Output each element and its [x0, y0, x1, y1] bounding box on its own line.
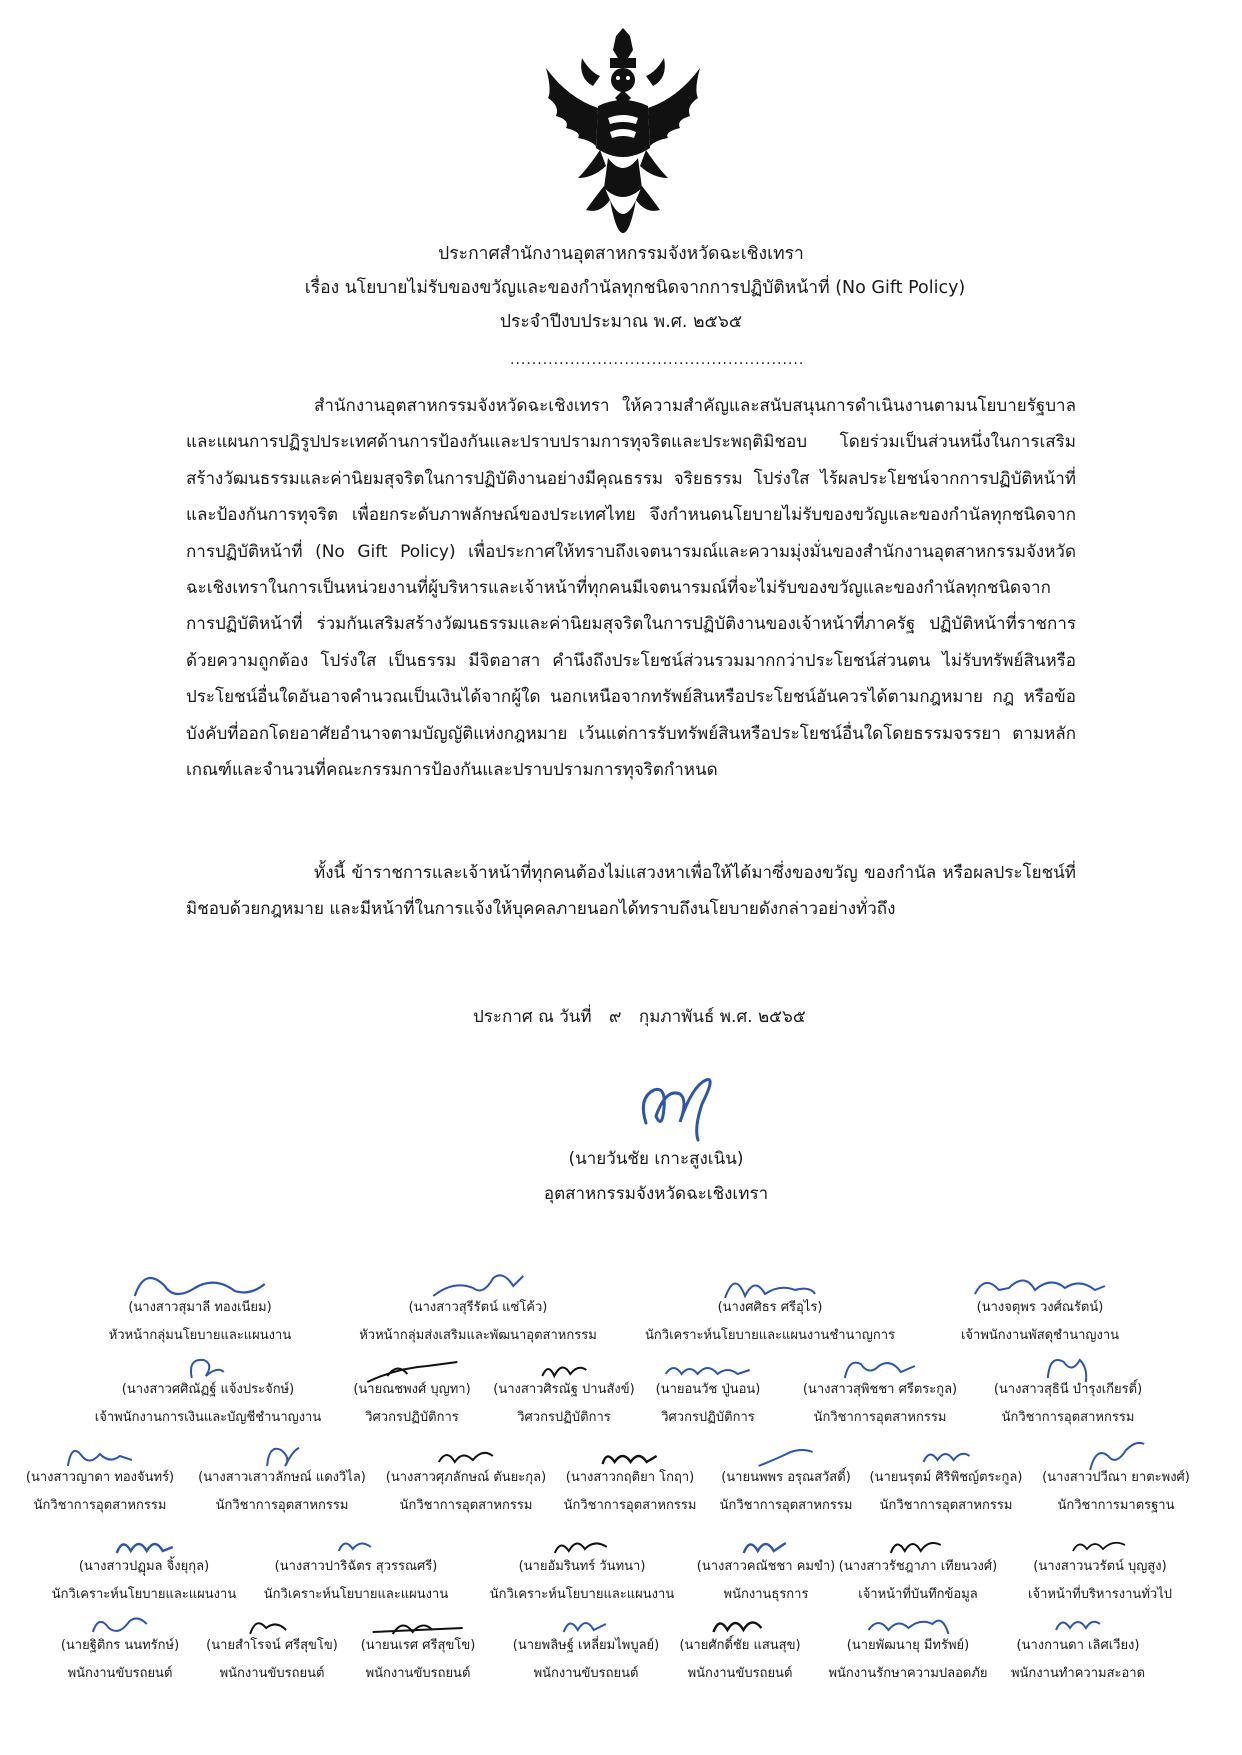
staff-name: (นางสาวศุภลักษณ์ ตันยะกุล): [385, 1470, 547, 1485]
handwritten-signature: [697, 1525, 836, 1561]
handwritten-signature: [52, 1525, 236, 1561]
staff-signature-block: [109, 1266, 291, 1346]
staff-signature-block: [198, 1436, 366, 1516]
staff-position: วิศวกรปฏิบัติการ: [661, 1410, 755, 1425]
handwritten-signature: [353, 1348, 470, 1384]
staff-name: (นางสาวนวรัตน์ บุญสูง): [1033, 1559, 1167, 1574]
staff-signature-block: [61, 1604, 179, 1684]
staff-signature-block: [361, 1604, 476, 1684]
signer-name: (นายวันชัย เกาะสูงเนิน): [568, 1149, 744, 1169]
staff-name: (นางจตุพร วงศ์ณรัตน์): [976, 1300, 1104, 1315]
body-paragraph-2: ทั้งนี้ ข้าราชการและเจ้าหน้าที่ทุกคนต้องไม่แสวงหาเพื่อให้ได้มาซึ่งของขวัญ ของกำนัล หรือผลประโยชน์ที่มิชอบด้วยกฎหมาย และมีหน้าที่ในการแจ้งให้บุคคลภายนอกได้ทราบถึงนโยบายดังกล่าวอย่างทั่วถึง: [186, 863, 1076, 920]
staff-signature-block: [490, 1525, 674, 1605]
staff-signature-block: [994, 1348, 1142, 1428]
handwritten-signature: [1042, 1436, 1190, 1472]
staff-signature-block: [264, 1525, 448, 1605]
staff-signature-block: [95, 1348, 321, 1428]
handwritten-signature: [513, 1604, 659, 1640]
staff-position: วิศวกรปฏิบัติการ: [365, 1410, 459, 1425]
staff-name: (นางสาวศศิณัฏฐ์ แจ้งประจักษ์): [121, 1382, 295, 1397]
staff-signature-block: [679, 1604, 800, 1684]
staff-position: เจ้าพนักงานพัสดุชำนาญงาน: [960, 1328, 1120, 1343]
staff-name: (นางสาวเสาวลักษณ์ แดงวิไล): [198, 1470, 366, 1485]
staff-name: (นางสาวศิรณัฐ ปานสังข์): [493, 1382, 635, 1397]
title-line-3: ประจำปีงบประมาณ พ.ศ. ๒๕๖๕: [499, 312, 743, 332]
handwritten-signature: [645, 1266, 895, 1302]
staff-position: พนักงานทำความสะอาด: [1010, 1666, 1146, 1681]
staff-position: เจ้าหน้าที่บันทึกข้อมูล: [858, 1587, 978, 1602]
staff-name: (นายนพพร อรุณสวัสดิ์): [721, 1470, 851, 1485]
handwritten-signature: [870, 1436, 1023, 1472]
staff-name: (นางสาวปาริฉัตร สุวรรณศรี): [274, 1559, 438, 1574]
staff-signature-block: [26, 1436, 174, 1516]
staff-position: พนักงานรักษาความปลอดภัย: [828, 1666, 988, 1681]
handwritten-signature: [828, 1604, 987, 1640]
staff-position: นักวิชาการอุตสาหกรรม: [215, 1498, 349, 1513]
staff-position: นักวิชาการอุตสาหกรรม: [563, 1498, 697, 1513]
staff-signature-block: [961, 1266, 1119, 1346]
staff-position: พนักงานขับรถยนต์: [219, 1666, 325, 1681]
staff-name: (นายพลิษฐ์ เหลี่ยมไพบูลย์): [512, 1638, 660, 1653]
staff-position: วิศวกรปฏิบัติการ: [517, 1410, 611, 1425]
handwritten-signature: [564, 1436, 697, 1472]
garuda-emblem: [538, 28, 708, 233]
staff-name: (นายพัฒนายุ มีทรัพย์): [846, 1638, 970, 1653]
staff-signature-block: [1042, 1436, 1190, 1516]
staff-position: นักวิชาการอุตสาหกรรม: [399, 1498, 533, 1513]
staff-signature-block: [656, 1348, 761, 1428]
staff-signature-block: [564, 1436, 697, 1516]
staff-name: (นางสาวปวีณา ยาตะพงศ์): [1042, 1470, 1190, 1485]
handwritten-signature: [961, 1266, 1119, 1302]
handwritten-signature: [61, 1604, 179, 1640]
handwritten-signature: [493, 1348, 634, 1384]
staff-position: นักวิชาการมาตรฐาน: [1057, 1498, 1175, 1513]
staff-signature-block: [359, 1266, 597, 1346]
staff-position: พนักงานธุรการ: [723, 1587, 809, 1602]
staff-name: (นายนเรศ ศรีสุขโข): [360, 1638, 476, 1653]
staff-position: นักวิเคราะห์นโยบายและแผนงาน: [489, 1587, 675, 1602]
title-line-1: ประกาศสำนักงานอุตสาหกรรมจังหวัดฉะเชิงเทรา: [438, 244, 804, 264]
staff-position: เจ้าหน้าที่บริหารงานทั่วไป: [1028, 1587, 1172, 1602]
staff-signature-block: [513, 1604, 659, 1684]
staff-position: นักวิชาการอุตสาหกรรม: [33, 1498, 167, 1513]
staff-name: (นางสาวกฤติยา โกฤา): [565, 1470, 695, 1485]
staff-position: พนักงานขับรถยนต์: [67, 1666, 173, 1681]
signature-main: [636, 1068, 726, 1143]
staff-name: (นางสาวสุพิชชา ศรีตระกูล): [802, 1382, 958, 1397]
handwritten-signature: [264, 1525, 448, 1561]
staff-position: นักวิชาการอุตสาหกรรม: [719, 1498, 853, 1513]
date-day: ๙: [609, 1007, 622, 1027]
staff-signature-block: [353, 1348, 470, 1428]
handwritten-signature: [839, 1525, 997, 1561]
staff-name: (นายสำโรจน์ ศรีสุขโข): [206, 1638, 338, 1653]
staff-position: นักวิเคราะห์นโยบายและแผนงาน: [263, 1587, 449, 1602]
handwritten-signature: [679, 1604, 800, 1640]
staff-position: พนักงานขับรถยนต์: [687, 1666, 793, 1681]
handwritten-signature: [490, 1525, 674, 1561]
staff-signature-block: [52, 1525, 236, 1605]
staff-signature-block: [697, 1525, 836, 1605]
handwritten-signature: [656, 1348, 761, 1384]
handwritten-signature: [1028, 1525, 1172, 1561]
staff-name: (นางสาวสุธินี บำรุงเกียรติ์): [993, 1382, 1143, 1397]
staff-signature-block: [1011, 1604, 1145, 1684]
handwritten-signature: [109, 1266, 291, 1302]
date-prefix: ประกาศ ณ วันที่: [473, 1007, 592, 1027]
staff-position: นักวิเคราะห์นโยบายและแผนงานชำนาญการ: [645, 1328, 895, 1343]
staff-position: นักวิชาการอุตสาหกรรม: [879, 1498, 1013, 1513]
staff-signature-block: [803, 1348, 957, 1428]
handwritten-signature: [361, 1604, 476, 1640]
handwritten-signature: [26, 1436, 174, 1472]
handwritten-signature: [720, 1436, 853, 1472]
staff-signature-block: [720, 1436, 853, 1516]
title-line-2: เรื่อง นโยบายไม่รับของขวัญและของกำนัลทุกชนิดจากการปฏิบัติหน้าที่ (No Gift Policy): [304, 278, 966, 298]
staff-signature-block: [386, 1436, 546, 1516]
staff-position: พนักงานขับรถยนต์: [533, 1666, 639, 1681]
staff-name: (นายนรุตม์ ศิริพิชญ์ตระกูล): [869, 1470, 1023, 1485]
staff-signature-block: [645, 1266, 895, 1346]
body-paragraph-1: สำนักงานอุตสาหกรรมจังหวัดฉะเชิงเทรา ให้ความสำคัญและสนับสนุนการดำเนินงานตามนโยบายรัฐบาล และแผนการปฏิรูปประเทศด้านการป้องกันและปราบปรามการทุจริตและประพฤติมิชอบ โดยร่วมเป็นส่วนหนึ่งในการเสริมสร้างวัฒนธรรมและค่านิยมสุจริตในการปฏิบัติงานอย่างมีคุณธรรม จริยธรรม โปร่งใส ไร้ผลประโยชน์จากการปฏิบัติหน้าที่ และป้องกันการทุจริต เพื่อยกระดับภาพลักษณ์ของประเทศไทย จึงกำหนดนโยบายไม่รับของขวัญและของกำนัลทุกชนิดจากการปฏิบัติหน้าที่ (No Gift Policy) เพื่อประกาศให้ทราบถึงเจตนารมณ์และความมุ่งมั่นของสำนักงานอุตสาหกรรมจังหวัดฉะเชิงเทราในการเป็นหน่วยงานที่ผู้บริหารและเจ้าหน้าที่ทุกคนมีเจตนารมณ์ที่จะไม่รับของขวัญและของกำนัลทุกชนิดจากการปฏิบัติหน้าที่ ร่วมกันเสริมสร้างวัฒนธรรมและค่านิยมสุจริตในการปฏิบัติงานของเจ้าหน้าที่ภาครัฐ ปฏิบัติหน้าที่ราชการด้วยความถูกต้อง โปร่งใส เป็นธรรม มีจิตอาสา คำนึงถึงประโยชน์ส่วนรวมมากกว่าประโยชน์ส่วนตน ไม่รับทรัพย์สินหรือประโยชน์อื่นใดอันอาจคำนวณเป็นเงินได้จากผู้ใด นอกเหนือจากทรัพย์สินหรือประโยชน์อันควรได้ตามกฎหมาย กฎ หรือข้อบังคับที่ออกโดยอาศัยอำนาจตามบัญญัติแห่งกฎหมาย เว้นแต่การรับทรัพย์สินหรือประโยชน์อื่นใดโดยธรรมจรรยา ตามหลักเกณฑ์และจำนวนที่คณะกรรมการป้องกันและปราบปรามการทุจริตกำหนด: [186, 396, 1076, 781]
staff-position: นักวิเคราะห์นโยบายและแผนงาน: [51, 1587, 237, 1602]
staff-name: (นางสาวปฏุมล จิ้งยุกุล): [78, 1559, 210, 1574]
staff-position: เจ้าพนักงานการเงินและบัญชีชำนาญงาน: [94, 1410, 322, 1425]
handwritten-signature: [206, 1604, 338, 1640]
staff-name: (นายฐิติกร นนทรักษ์): [60, 1638, 180, 1653]
handwritten-signature: [803, 1348, 957, 1384]
signer-position: อุตสาหกรรมจังหวัดฉะเชิงเทรา: [543, 1184, 769, 1204]
staff-signature-block: [870, 1436, 1023, 1516]
handwritten-signature: [1011, 1604, 1145, 1640]
staff-position: นักวิชาการอุตสาหกรรม: [813, 1410, 947, 1425]
separator-dots: ......................................................: [510, 352, 805, 368]
staff-position: หัวหน้ากลุ่มนโยบายและแผนงาน: [108, 1328, 292, 1343]
staff-name: (นายศักดิ์ชัย แสนสุข): [679, 1638, 801, 1653]
handwritten-signature: [95, 1348, 321, 1384]
staff-name: (นางสาวสุรีรัตน์ แซ่โค้ว): [408, 1300, 548, 1315]
staff-name: (นางสาวสุมาลี ทองเนียม): [128, 1300, 272, 1315]
staff-signature-block: [839, 1525, 997, 1605]
handwritten-signature: [198, 1436, 366, 1472]
handwritten-signature: [386, 1436, 546, 1472]
staff-signature-block: [206, 1604, 338, 1684]
staff-position: พนักงานขับรถยนต์: [365, 1666, 471, 1681]
staff-signature-block: [1028, 1525, 1172, 1605]
staff-name: (นางกานดา เลิศเวียง): [1016, 1638, 1140, 1653]
handwritten-signature: [994, 1348, 1142, 1384]
staff-name: (นายอนวัช ปู่นอน): [655, 1382, 761, 1397]
staff-name: (นายอัมรินทร์ วันทนา): [518, 1559, 646, 1574]
handwritten-signature: [359, 1266, 597, 1302]
staff-name: (นางสาวคณัชชา คมขำ): [696, 1559, 836, 1574]
staff-name: (นายณชพงศ์ บุญทา): [353, 1382, 471, 1397]
staff-signature-block: [493, 1348, 634, 1428]
staff-signature-block: [828, 1604, 987, 1684]
staff-name: (นางศศิธร ศรีอุไร): [717, 1300, 823, 1315]
date-month-year: กุมภาพันธ์ พ.ศ. ๒๕๖๕: [638, 1007, 806, 1027]
announcement-date: [473, 1003, 806, 1030]
staff-position: หัวหน้ากลุ่มส่งเสริมและพัฒนาอุตสาหกรรม: [359, 1328, 597, 1343]
staff-name: (นางสาวญาดา ทองจันทร์): [25, 1470, 175, 1485]
staff-name: (นางสาวรัชฎาภา เทียนวงศ์): [838, 1559, 998, 1574]
staff-position: นักวิชาการอุตสาหกรรม: [1001, 1410, 1135, 1425]
announcement-title: [0, 237, 1242, 339]
